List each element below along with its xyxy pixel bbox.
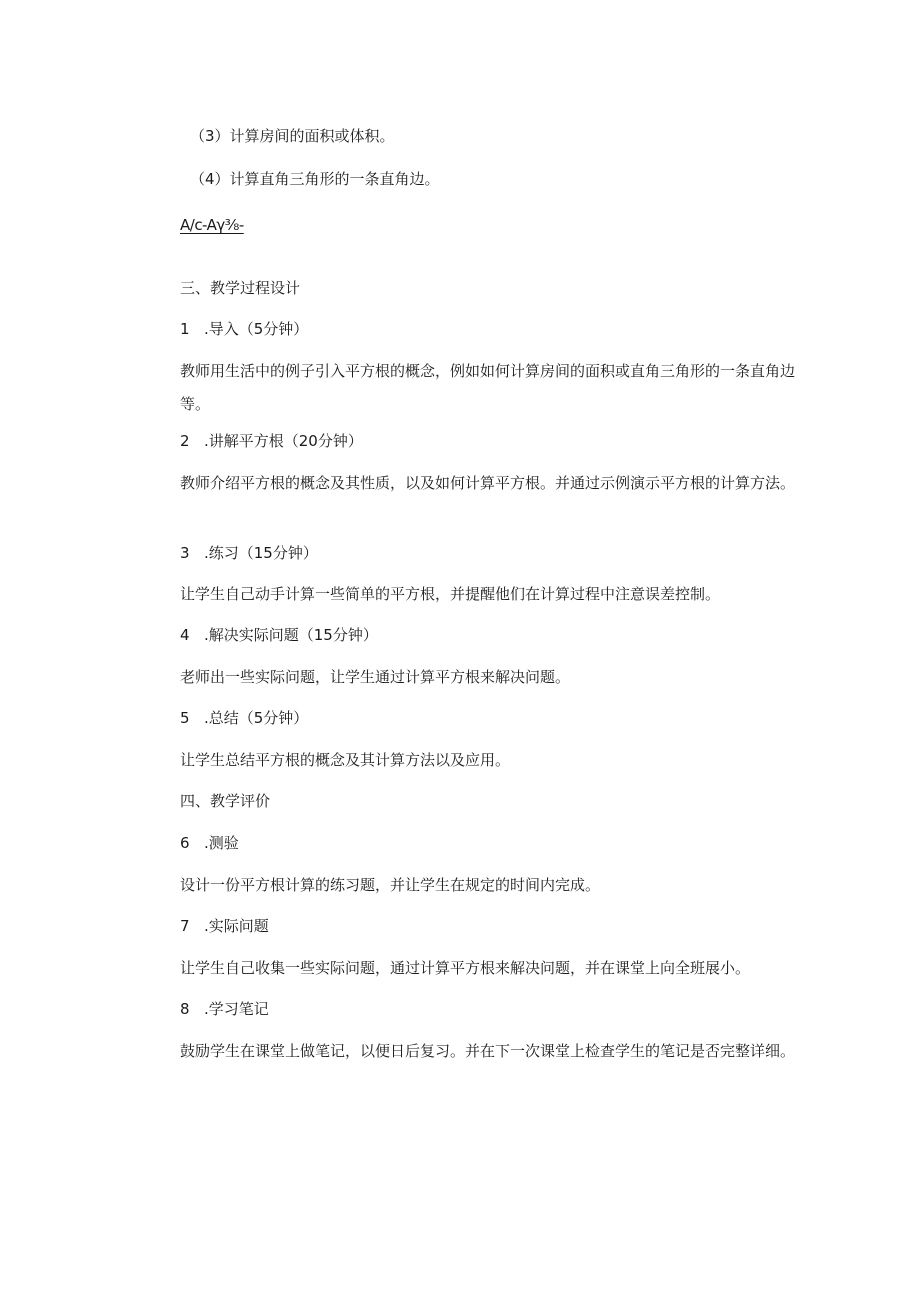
step-heading-8 bbox=[180, 993, 800, 1026]
step-heading-3 bbox=[180, 537, 800, 570]
step-number: 8 bbox=[180, 1000, 190, 1018]
section-heading-teaching-process: 三、教学过程设计 bbox=[180, 279, 301, 297]
step-paragraph-8: 鼓励学生在课堂上做笔记，以便日后复习。并在下一次课堂上检查学生的笔记是否完整详细。 bbox=[180, 1042, 796, 1060]
step-paragraph-2: 教师介绍平方根的概念及其性质，以及如何计算平方根。并通过示例演示平方根的计算方法。 bbox=[180, 474, 796, 492]
step-number: 1 bbox=[180, 320, 190, 338]
step-paragraph-7: 让学生自己收集一些实际问题，通过计算平方根来解决问题，并在课堂上向全班展小。 bbox=[180, 959, 751, 977]
step-number: 3 bbox=[180, 544, 190, 562]
section-heading-evaluation: 四、教学评价 bbox=[180, 792, 271, 810]
step-paragraph-6: 设计一份平方根计算的练习题，并让学生在规定的时间内完成。 bbox=[180, 876, 601, 894]
step-heading-4 bbox=[180, 619, 800, 652]
step-number: 5 bbox=[180, 709, 190, 727]
list-item-4: （4）计算直角三角形的一条直角边。 bbox=[190, 170, 440, 188]
step-heading-7 bbox=[180, 910, 800, 943]
formula-text: A/c-Aγ⅜- bbox=[180, 216, 244, 234]
step-title: .练习（15分钟） bbox=[204, 544, 318, 562]
step-heading-6 bbox=[180, 827, 800, 860]
step-heading-5 bbox=[180, 702, 800, 735]
step-number: 6 bbox=[180, 834, 190, 852]
step-heading-1 bbox=[180, 313, 800, 346]
step-title: .解决实际问题（15分钟） bbox=[204, 626, 378, 644]
step-paragraph-3: 让学生自己动手计算一些简单的平方根，并提醒他们在计算过程中注意误差控制。 bbox=[180, 585, 721, 603]
step-paragraph-5: 让学生总结平方根的概念及其计算方法以及应用。 bbox=[180, 751, 511, 769]
step-number: 2 bbox=[180, 432, 190, 450]
step-title: .测验 bbox=[204, 834, 239, 852]
step-number: 4 bbox=[180, 626, 190, 644]
step-number: 7 bbox=[180, 917, 190, 935]
step-heading-2 bbox=[180, 425, 800, 458]
step-title: .学习笔记 bbox=[204, 1000, 269, 1018]
step-paragraph-4: 老师出一些实际问题，让学生通过计算平方根来解决问题。 bbox=[180, 668, 571, 686]
step-title: .总结（5分钟） bbox=[204, 709, 309, 727]
list-item-3: （3）计算房间的面积或体积。 bbox=[190, 127, 395, 145]
step-title: .实际问题 bbox=[204, 917, 269, 935]
step-paragraph-1: 教师用生活中的例子引入平方根的概念，例如如何计算房间的面积或直角三角形的一条直角边等。 bbox=[180, 362, 796, 413]
step-title: .导入（5分钟） bbox=[204, 320, 309, 338]
step-title: .讲解平方根（20分钟） bbox=[204, 432, 363, 450]
